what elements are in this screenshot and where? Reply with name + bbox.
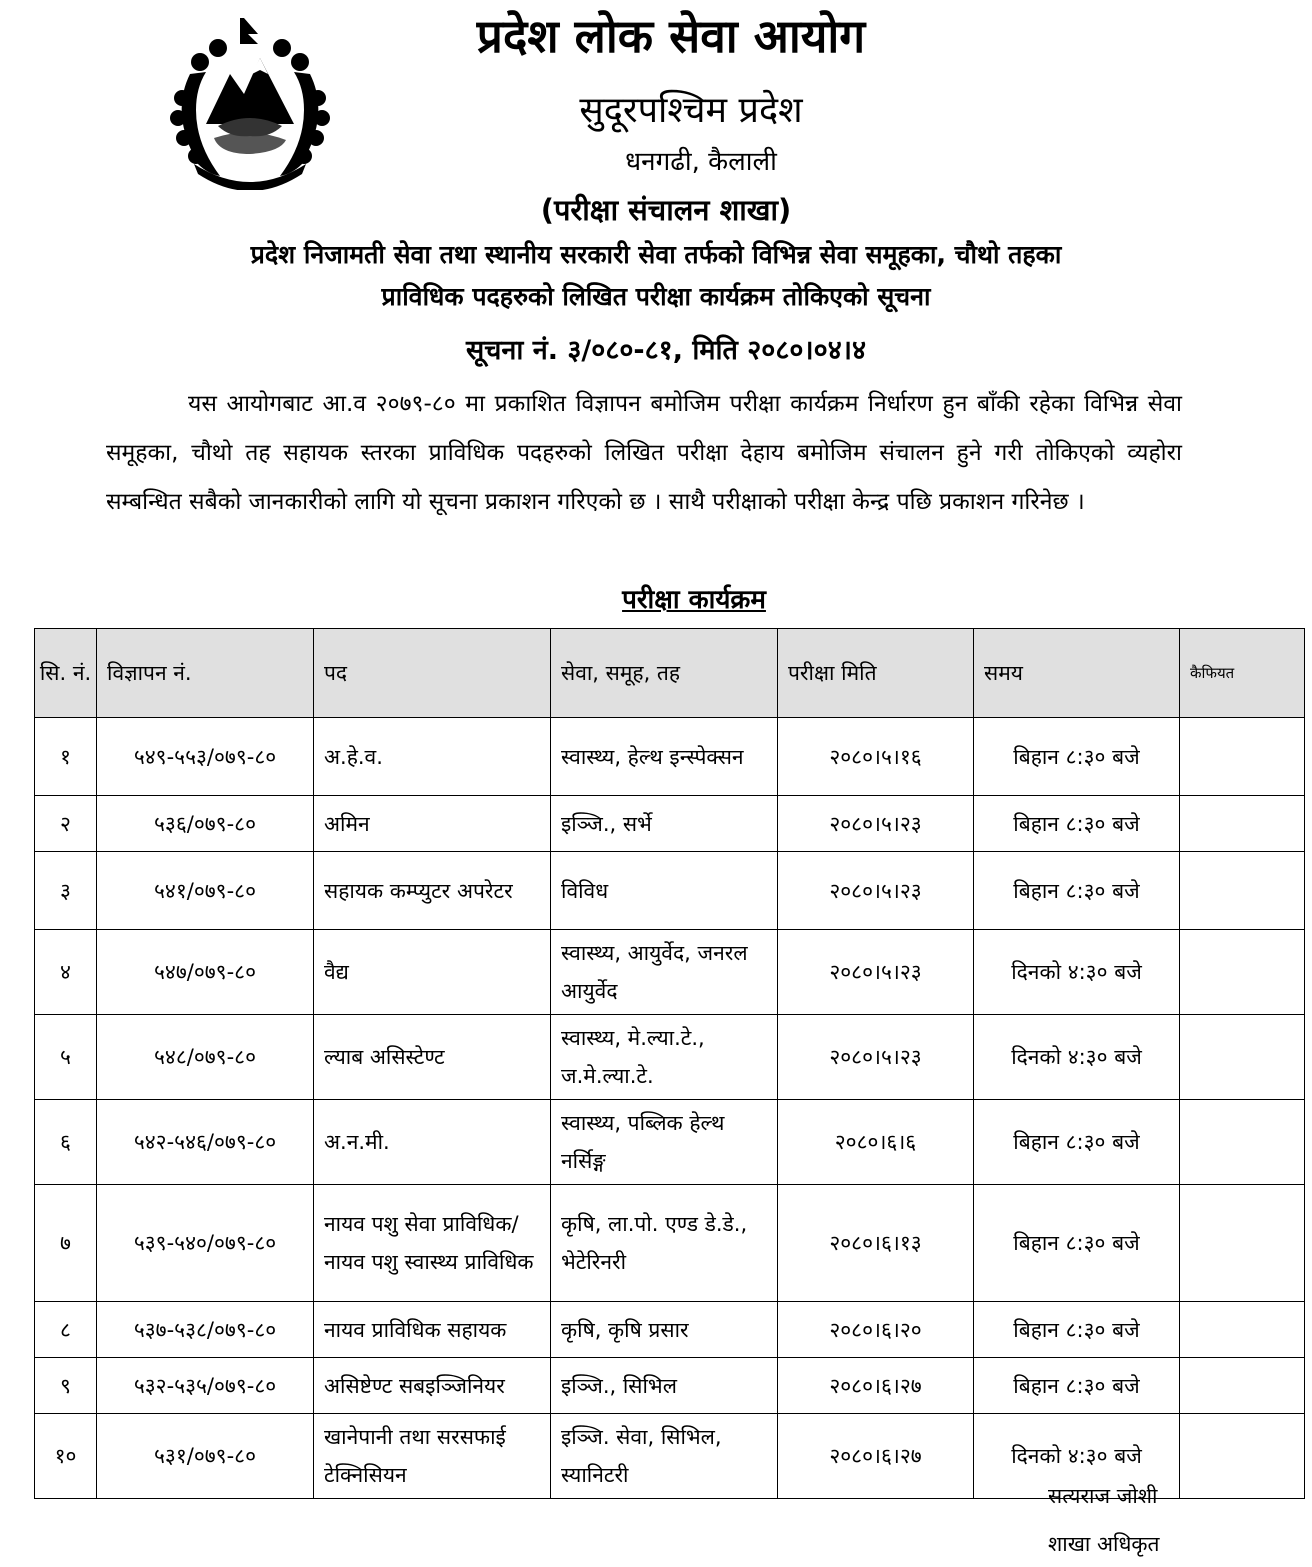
notice-body-paragraph: यस आयोगबाट आ.व २०७९-८० मा प्रकाशित विज्ञापन बमोजिम परीक्षा कार्यक्रम निर्धारण हुन बाँकी रहेका विभिन्न सेवा समूहका, चौथो तह सहायक स्तरका प्राविधिक पदहरुको लिखित परीक्षा देहाय बमोजिम संचालन हुने गरी तोकिएको व्यहोरा सम्बन्धित सबैको जानकारीको लागि यो सूचना प्रकाशन गरिएको छ । साथै परीक्षाको परीक्षा केन्द्र पछि प्रकाशन गरिनेछ ।: [106, 391, 1182, 515]
row-serial-no: १०: [35, 1414, 97, 1499]
row-serial-no: ९: [35, 1358, 97, 1414]
header-remarks: कैफियत: [1180, 629, 1305, 718]
row-advertisement-no: ५३२-५३५/०७९-८०: [97, 1358, 314, 1414]
subject-line-2: प्राविधिक पदहरुको लिखित परीक्षा कार्यक्रम तोकिएको सूचना: [381, 282, 931, 311]
table-row: [35, 852, 1305, 930]
table-row: [35, 1015, 1305, 1100]
row-remarks: [1180, 930, 1305, 1015]
row-exam-date: २०८०।६।२७: [778, 1358, 974, 1414]
row-service-group: स्वास्थ्य, आयुर्वेद, जनरल आयुर्वेद: [551, 930, 778, 1015]
row-advertisement-no: ५३७-५३८/०७९-८०: [97, 1302, 314, 1358]
row-exam-time: बिहान ८:३० बजे: [974, 852, 1180, 930]
header-serial-no: सि. नं.: [35, 629, 97, 718]
row-post: अ.न.मी.: [314, 1100, 551, 1185]
row-exam-time: दिनको ४:३० बजे: [974, 1015, 1180, 1100]
row-exam-time: दिनको ४:३० बजे: [974, 1414, 1180, 1499]
notice-number: सूचना नं. ३/०८०-८१, मिति २०८०।०४।४: [465, 335, 867, 366]
row-service-group: इञ्जि., सिभिल: [551, 1358, 778, 1414]
province-name: सुदूरपश्चिम प्रदेश: [579, 90, 803, 131]
table-header-row: [35, 629, 1305, 718]
row-exam-date: २०८०।६।६: [778, 1100, 974, 1185]
row-remarks: [1180, 718, 1305, 796]
table-row: [35, 930, 1305, 1015]
row-post: ल्याब असिस्टेण्ट: [314, 1015, 551, 1100]
row-serial-no: ४: [35, 930, 97, 1015]
row-exam-time: बिहान ८:३० बजे: [974, 1185, 1180, 1302]
row-post: सहायक कम्प्युटर अपरेटर: [314, 852, 551, 930]
row-serial-no: १: [35, 718, 97, 796]
row-exam-date: २०८०।६।२७: [778, 1414, 974, 1499]
header-time: समय: [974, 629, 1180, 718]
row-remarks: [1180, 1100, 1305, 1185]
row-exam-time: बिहान ८:३० बजे: [974, 718, 1180, 796]
row-exam-time: बिहान ८:३० बजे: [974, 1358, 1180, 1414]
row-exam-time: बिहान ८:३० बजे: [974, 796, 1180, 852]
header-exam-date: परीक्षा मिति: [778, 629, 974, 718]
row-exam-time: बिहान ८:३० बजे: [974, 1100, 1180, 1185]
organization-title: प्रदेश लोक सेवा आयोग: [476, 9, 866, 63]
row-remarks: [1180, 852, 1305, 930]
row-advertisement-no: ५४२-५४६/०७९-८०: [97, 1100, 314, 1185]
row-post: अ.हे.व.: [314, 718, 551, 796]
row-exam-date: २०८०।५।२३: [778, 852, 974, 930]
row-exam-date: २०८०।६।२०: [778, 1302, 974, 1358]
table-row: [35, 1185, 1305, 1302]
row-service-group: इञ्जि. सेवा, सिभिल, स्यानिटरी: [551, 1414, 778, 1499]
row-exam-date: २०८०।५।१६: [778, 718, 974, 796]
signatory-name: सत्यराज जोशी: [1048, 1484, 1158, 1508]
row-service-group: इञ्जि., सर्भे: [551, 796, 778, 852]
row-exam-time: दिनको ४:३० बजे: [974, 930, 1180, 1015]
schedule-heading: परीक्षा कार्यक्रम: [622, 585, 766, 615]
row-remarks: [1180, 1414, 1305, 1499]
row-post: नायव प्राविधिक सहायक: [314, 1302, 551, 1358]
row-advertisement-no: ५४९-५५३/०७९-८०: [97, 718, 314, 796]
table-row: [35, 1302, 1305, 1358]
table-row: [35, 1100, 1305, 1185]
header-advertisement-no: विज्ञापन नं.: [97, 629, 314, 718]
branch-name: (परीक्षा संचालन शाखा): [540, 193, 792, 227]
row-exam-date: २०८०।५।२३: [778, 930, 974, 1015]
row-post: असिष्टेण्ट सबइञ्जिनियर: [314, 1358, 551, 1414]
row-post: खानेपानी तथा सरसफाई टेक्निसियन: [314, 1414, 551, 1499]
row-remarks: [1180, 1185, 1305, 1302]
header-service-group-level: सेवा, समूह, तह: [551, 629, 778, 718]
row-advertisement-no: ५४१/०७९-८०: [97, 852, 314, 930]
row-exam-time: बिहान ८:३० बजे: [974, 1302, 1180, 1358]
row-post: नायव पशु सेवा प्राविधिक/ नायव पशु स्वास्थ्य प्राविधिक: [314, 1185, 551, 1302]
row-exam-date: २०८०।५।२३: [778, 796, 974, 852]
row-serial-no: ८: [35, 1302, 97, 1358]
subject-line-1: प्रदेश निजामती सेवा तथा स्थानीय सरकारी सेवा तर्फको विभिन्न सेवा समूहका, चौथो तहका: [250, 240, 1062, 269]
row-post: वैद्य: [314, 930, 551, 1015]
row-advertisement-no: ५३६/०७९-८०: [97, 796, 314, 852]
row-advertisement-no: ५४८/०७९-८०: [97, 1015, 314, 1100]
row-service-group: स्वास्थ्य, हेल्थ इन्स्पेक्सन: [551, 718, 778, 796]
table-row: [35, 718, 1305, 796]
table-row: [35, 796, 1305, 852]
row-service-group: स्वास्थ्य, मे.ल्या.टे., ज.मे.ल्या.टे.: [551, 1015, 778, 1100]
row-post: अमिन: [314, 796, 551, 852]
row-advertisement-no: ५४७/०७९-८०: [97, 930, 314, 1015]
exam-schedule-table: [34, 628, 1305, 1499]
row-serial-no: २: [35, 796, 97, 852]
row-service-group: स्वास्थ्य, पब्लिक हेल्थ नर्सिङ्ग: [551, 1100, 778, 1185]
row-exam-date: २०८०।६।१३: [778, 1185, 974, 1302]
row-remarks: [1180, 796, 1305, 852]
notice-subject: [0, 234, 1312, 318]
row-exam-date: २०८०।५।२३: [778, 1015, 974, 1100]
row-service-group: कृषि, कृषि प्रसार: [551, 1302, 778, 1358]
row-service-group: कृषि, ला.पो. एण्ड डे.डे., भेटेरिनरी: [551, 1185, 778, 1302]
signatory-title: शाखा अधिकृत: [1048, 1532, 1160, 1556]
row-serial-no: ६: [35, 1100, 97, 1185]
row-remarks: [1180, 1358, 1305, 1414]
row-serial-no: ५: [35, 1015, 97, 1100]
header-post: पद: [314, 629, 551, 718]
row-remarks: [1180, 1302, 1305, 1358]
row-advertisement-no: ५३१/०७९-८०: [97, 1414, 314, 1499]
row-remarks: [1180, 1015, 1305, 1100]
row-service-group: विविध: [551, 852, 778, 930]
row-advertisement-no: ५३९-५४०/०७९-८०: [97, 1185, 314, 1302]
office-location: धनगढी, कैलाली: [625, 147, 777, 177]
row-serial-no: ३: [35, 852, 97, 930]
row-serial-no: ७: [35, 1185, 97, 1302]
table-row: [35, 1358, 1305, 1414]
